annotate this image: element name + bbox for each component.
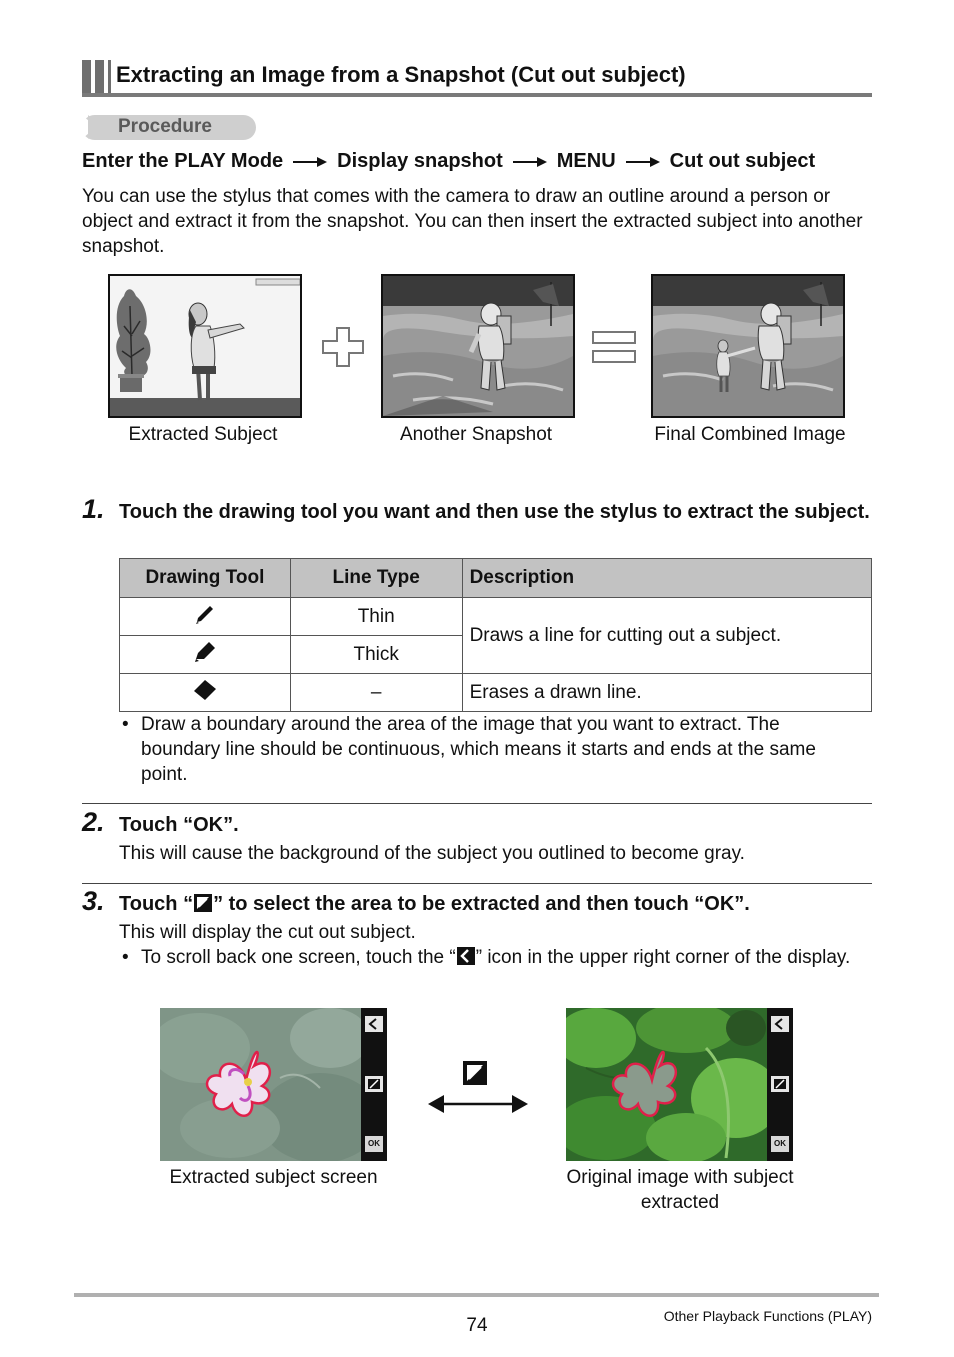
- description-cell: Erases a drawn line.: [462, 674, 871, 712]
- section-title-rule: [82, 93, 872, 97]
- tool-cell: [120, 636, 291, 674]
- arrow-right-icon: [626, 156, 660, 168]
- original-image-screen: [566, 1008, 793, 1161]
- path-step: Display snapshot: [337, 150, 503, 172]
- table-row: [120, 598, 872, 636]
- step-number: 1.: [82, 494, 105, 524]
- figure-caption: Final Combined Image: [654, 424, 846, 445]
- footer-section-label: Other Playback Functions (PLAY): [663, 1308, 872, 1324]
- extracted-subject-image: [108, 274, 302, 418]
- step-body: This will display the cut out subject.: [119, 922, 416, 943]
- section-title: Extracting an Image from a Snapshot (Cut out subject): [116, 62, 686, 87]
- figure-caption: Another Snapshot: [399, 424, 553, 445]
- step-heading: Touch the drawing tool you want and then use the stylus to extract the subject.: [119, 501, 870, 523]
- line-type-cell: Thin: [290, 598, 462, 636]
- procedure-label: Procedure: [118, 116, 212, 137]
- table-header: Drawing Tool: [120, 559, 291, 598]
- footer-rule: [74, 1293, 879, 1297]
- table-header: Line Type: [290, 559, 462, 598]
- pen-thick-icon: [194, 641, 216, 663]
- bullet-text: Draw a boundary around the area of the image that you want to extract. The boundary line should be continuous, which means it starts and ends at the same point.: [141, 714, 816, 785]
- description-cell: Draws a line for cutting out a subject.: [462, 598, 871, 674]
- menu-path: [82, 150, 815, 173]
- eraser-icon: [193, 679, 217, 701]
- ok-button[interactable]: OK: [368, 1139, 380, 1148]
- ok-button[interactable]: OK: [774, 1139, 786, 1148]
- arrow-right-icon: [513, 156, 547, 168]
- path-step: Enter the PLAY Mode: [82, 150, 284, 172]
- double-arrow-icon: [428, 1094, 528, 1114]
- toggle-area-icon: [462, 1060, 488, 1086]
- path-step: Cut out subject: [669, 150, 816, 172]
- figure-caption: extracted: [640, 1192, 720, 1213]
- divider: [82, 883, 872, 884]
- line-type-cell: –: [290, 674, 462, 712]
- step-number: 2.: [82, 807, 105, 837]
- figure-caption: Extracted subject screen: [169, 1167, 378, 1188]
- tool-cell: [120, 598, 291, 636]
- drawing-tool-table: [119, 558, 872, 712]
- extracted-subject-screen-image: [160, 1008, 387, 1161]
- bullet-dot: •: [122, 947, 129, 968]
- pen-thin-icon: [194, 603, 216, 625]
- divider: [82, 803, 872, 804]
- step-heading: Touch “OK”.: [119, 814, 239, 836]
- line-type-cell: Thick: [290, 636, 462, 674]
- another-snapshot-image: [381, 274, 575, 418]
- table-header-row: [120, 559, 872, 598]
- toggle-area-icon: [193, 893, 213, 913]
- step-body: This will cause the background of the subject you outlined to become gray.: [119, 843, 745, 864]
- bullet-dot: •: [122, 714, 129, 735]
- step-number: 3.: [82, 886, 105, 916]
- table-row: [120, 674, 872, 712]
- figure-caption: Extracted Subject: [128, 424, 278, 445]
- back-arrow-icon: [456, 946, 476, 966]
- intro-paragraph: You can use the stylus that comes with the camera to draw an outline around a person or object and extract it from the snapshot. You can then insert the extracted subject into another snapshot.: [82, 186, 863, 257]
- table-header: Description: [462, 559, 871, 598]
- bullet-text: To scroll back one screen, touch the “ ” icon in the upper right corner of the display.: [141, 947, 851, 968]
- figure-caption: Original image with subject: [566, 1167, 794, 1188]
- path-step: MENU: [556, 150, 616, 172]
- page-number: 74: [466, 1315, 488, 1336]
- final-combined-image: [651, 274, 845, 418]
- step-heading: Touch “ ” to select the area to be extracted and then touch “OK”.: [119, 893, 750, 915]
- plus-icon: [321, 326, 365, 368]
- equals-icon: [592, 331, 636, 363]
- arrow-right-icon: [293, 156, 327, 168]
- tool-cell: [120, 674, 291, 712]
- section-header-bars: [82, 60, 112, 96]
